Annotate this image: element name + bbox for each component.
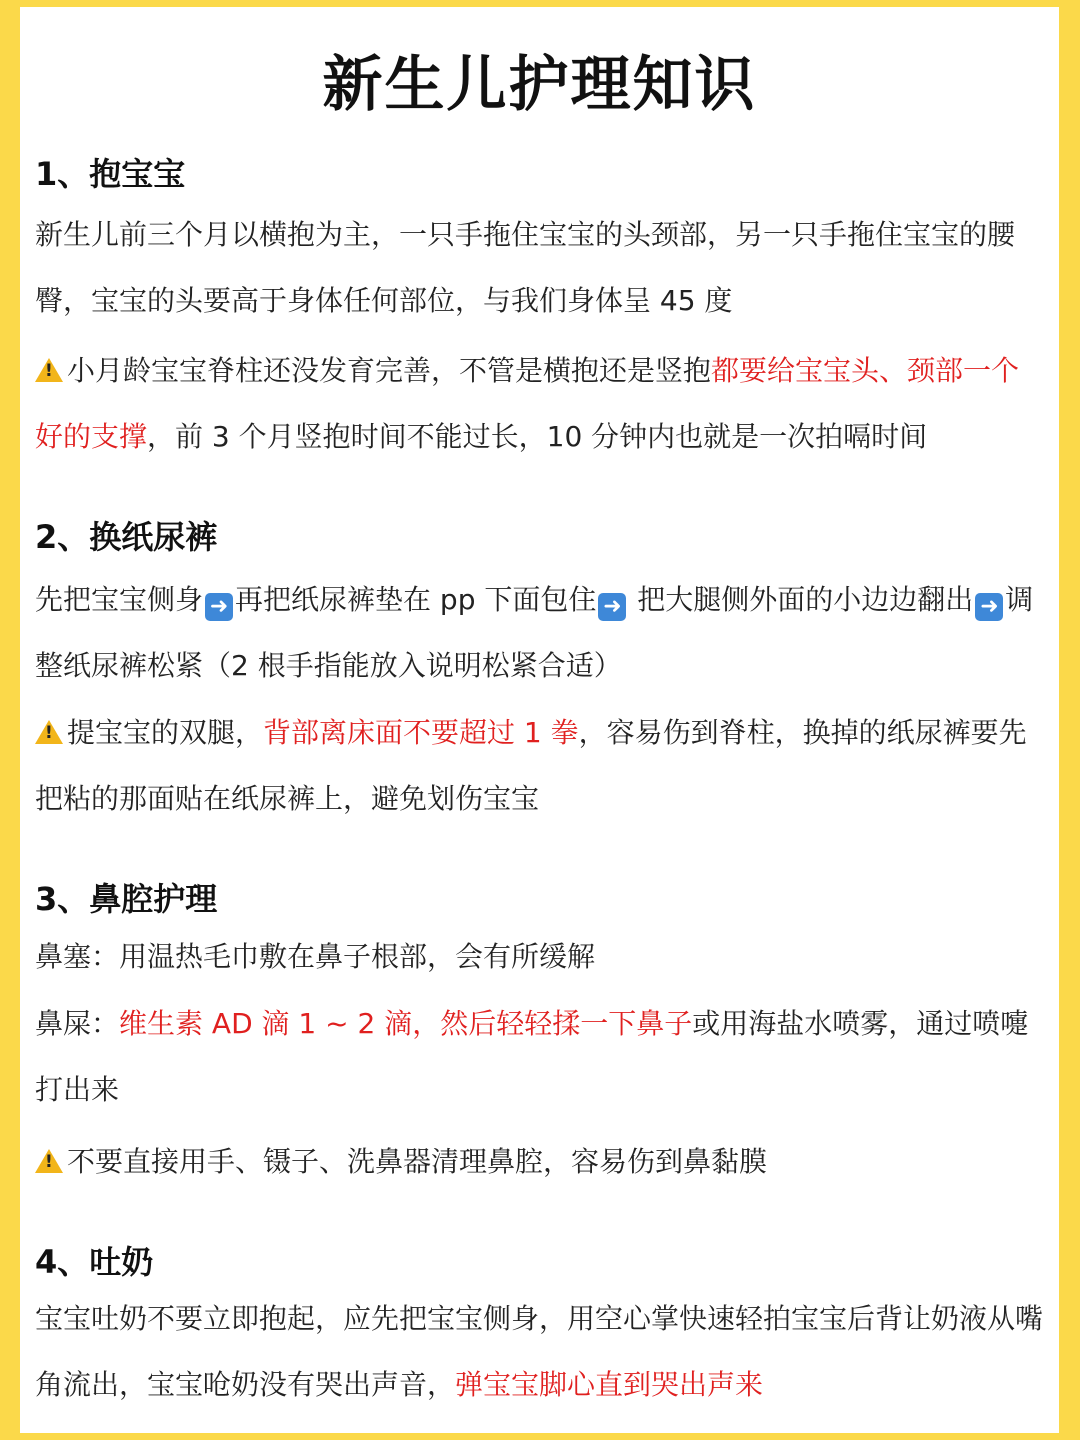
section-3-paragraph-2: 鼻屎：维生素 AD 滴 1 ~ 2 滴，然后轻轻揉一下鼻子或用海盐水喷雾，通过喷嚏打出来 bbox=[35, 1007, 1029, 1106]
section-2-warning: !提宝宝的双腿，背部离床面不要超过 1 拳，容易伤到脊柱，换掉的纸尿裤要先把粘的那面贴在纸尿裤上，避免划伤宝宝 bbox=[35, 700, 1047, 832]
warning-icon bbox=[35, 1149, 63, 1173]
section-1-heading: 1、抱宝宝 bbox=[35, 155, 186, 193]
section-2-paragraph: 先把宝宝侧身 ➜ 再把纸尿裤垫在 pp 下面包住 ➜ 把大腿侧外面的小边边翻出 ➜ 调整纸尿裤松紧（2 根手指能放入说明松紧合适） bbox=[35, 583, 1034, 682]
highlight-text: 背部离床面不要超过 1 拳 bbox=[263, 716, 579, 749]
right-arrow-icon: ➜ bbox=[205, 593, 233, 621]
section-4-paragraph: 宝宝吐奶不要立即抱起，应先把宝宝侧身，用空心掌快速轻拍宝宝后背让奶液从嘴角流出，宝宝呛奶没有哭出声音，弹宝宝脚心直到哭出声来 bbox=[35, 1302, 1044, 1401]
section-2-heading: 2、换纸尿裤 bbox=[35, 518, 218, 556]
highlight-text: 弹宝宝脚心直到哭出声来 bbox=[455, 1368, 764, 1401]
highlight-text: 维生素 AD 滴 1 ~ 2 滴，然后轻轻揉一下鼻子 bbox=[119, 1007, 693, 1040]
warning-icon bbox=[35, 358, 63, 382]
highlight-text: 都要给宝宝头、颈部一个好的支撑 bbox=[35, 354, 1020, 453]
warning-icon bbox=[35, 720, 63, 744]
content-card bbox=[20, 7, 1059, 1433]
section-1-warning: !小月龄宝宝脊柱还没发育完善，不管是横抱还是竖抱都要给宝宝头、颈部一个好的支撑，前 3 个月竖抱时间不能过长，10 分钟内也就是一次拍嗝时间 bbox=[35, 338, 1047, 470]
section-1-paragraph: 新生儿前三个月以横抱为主，一只手拖住宝宝的头颈部，另一只手拖住宝宝的腰臀，宝宝的头要高于身体任何部位，与我们身体呈 45 度 bbox=[35, 218, 1016, 317]
section-3-warning: !不要直接用手、镊子、洗鼻器清理鼻腔，容易伤到鼻黏膜 bbox=[35, 1129, 1047, 1195]
section-3-paragraph-1: 鼻塞：用温热毛巾敷在鼻子根部，会有所缓解 bbox=[35, 940, 596, 973]
page-title: 新生儿护理知识 bbox=[322, 50, 757, 120]
section-3-heading: 3、鼻腔护理 bbox=[35, 880, 218, 918]
right-arrow-icon: ➜ bbox=[975, 593, 1003, 621]
section-4-heading: 4、吐奶 bbox=[35, 1243, 154, 1281]
right-arrow-icon: ➜ bbox=[598, 593, 626, 621]
